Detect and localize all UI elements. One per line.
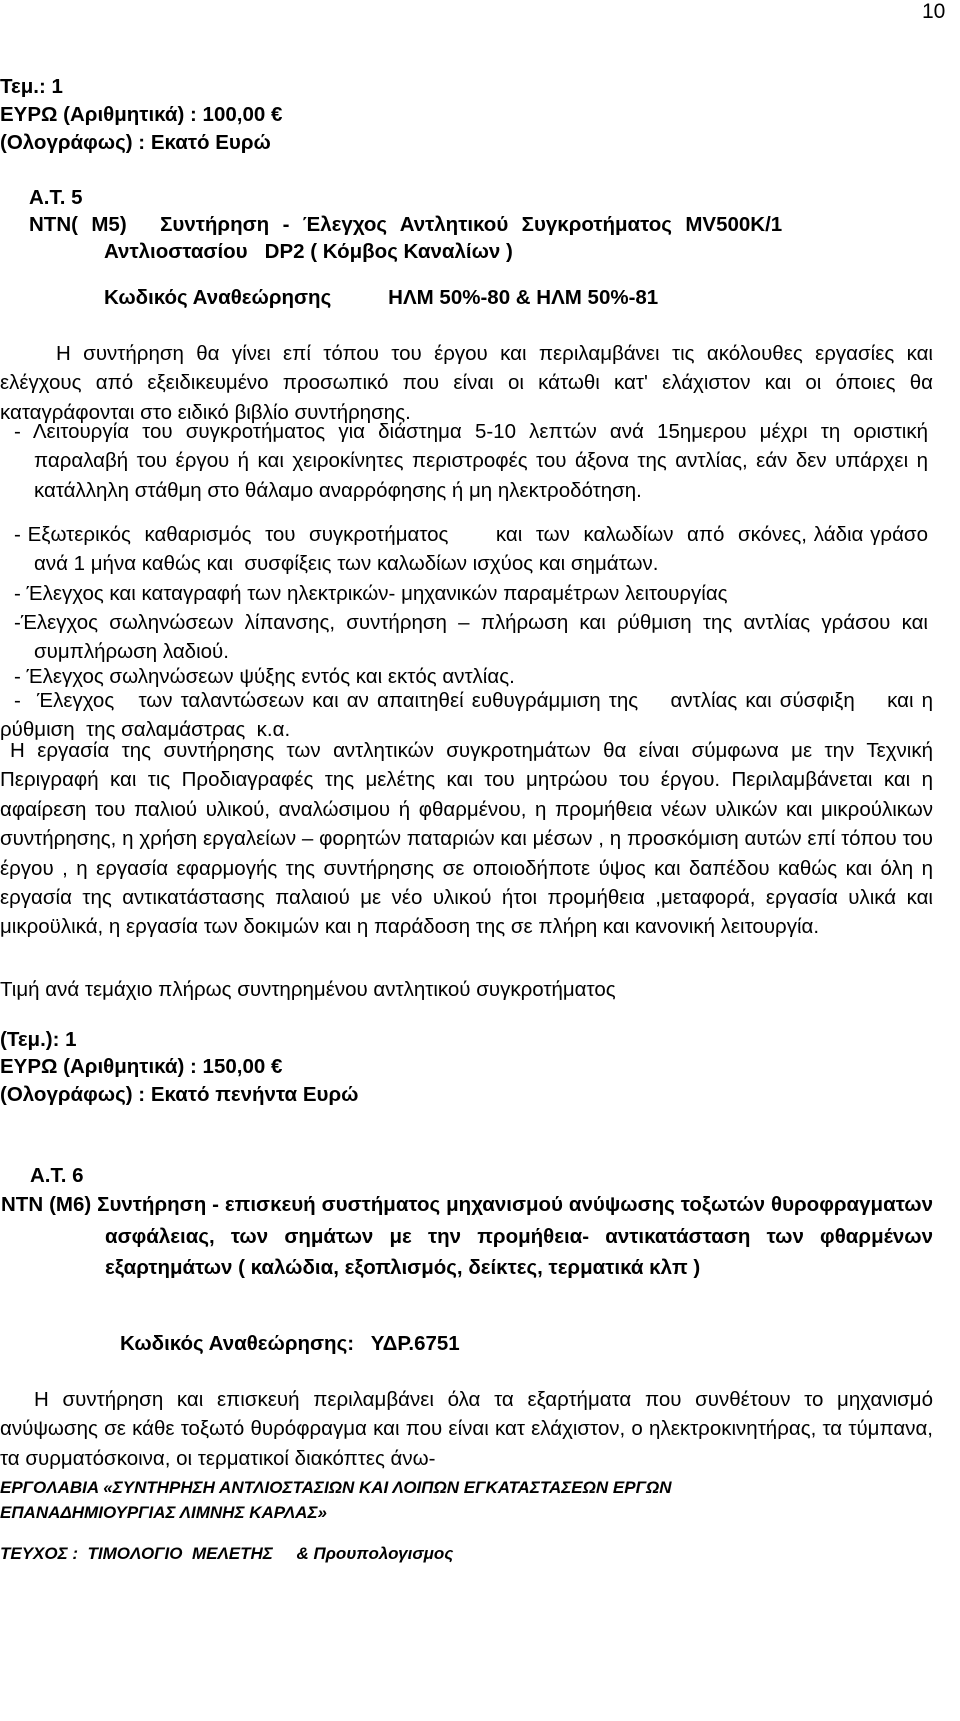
item5-code: Α.Τ. 5 [29,186,83,209]
item5-price-numeric: ΕΥΡΩ (Αριθμητικά) : 150,00 € [0,1055,283,1078]
top-price-words: (Ολογράφως) : Εκατό Ευρώ [0,131,271,154]
item5-unit-price-description: Τιμή ανά τεμάχιο πλήρως συντηρημένου αντλητικού συγκροτήματος [0,978,616,1001]
item6-body-paragraph: Η συντήρηση και επισκευή περιλαμβάνει όλα τα εξαρτήματα που συνθέτουν το μηχανισμό ανύψωσης σε κάθε τοξωτό θυρόφραγμα και που είναι κατ ελάχιστον, ο ηλεκτροκινητήρας, τα τύμπανα, τα συρματόσκοινα, οι τερματικοί διακόπτες άνω- [0,1388,933,1470]
item5-title-line1: ΝΤΝ( Μ5) Συντήρηση - Έλεγχος Αντλητικού Συγκροτήματος MV500K/1 [29,213,783,236]
item5-price-words: (Ολογράφως) : Εκατό πενήντα Ευρώ [0,1083,359,1106]
footer-project-title-line1: ΕΡΓΟΛΑΒΙΑ «ΣΥΝΤΗΡΗΣΗ ΑΝΤΛΙΟΣΤΑΣΙΩΝ ΚΑΙ ΛΟΙΠΩΝ ΕΓΚΑΤΑΣΤΑΣΕΩΝ ΕΡΓΩΝ [0,1478,672,1497]
top-price-unit: Τεμ.: 1 [0,75,63,98]
item5-bullet-cooling: - Έλεγχος σωληνώσεων ψύξης εντός και εκτός αντλίας. [14,665,515,688]
top-price-numeric: ΕΥΡΩ (Αριθμητικά) : 100,00 € [0,103,283,126]
item5-title-line2: Αντλιοστασίου DP2 ( Κόμβος Καναλίων ) [104,240,513,263]
item6-title: ΝΤΝ (Μ6) Συντήρηση - επισκευή συστήματος μηχανισμού ανύψωσης τοξωτών θυροφραγματων ασφάλειας, των σημάτων με την προμήθεια- αντικατάσταση των φθαρμένων εξαρτημάτων ( καλώδια, εξοπλισμός, δείκτες, τερματικά κλπ ) [1,1193,933,1279]
item5-bullet-lubrication: -Έλεγχος σωληνώσεων λίπανσης, συντήρηση – πλήρωση και ρύθμιση της αντλίας γράσου και συμπλήρωση λαδιού. [14,611,928,664]
item5-bullet-parameters: - Έλεγχος και καταγραφή των ηλεκτρικών- μηχανικών παραμέτρων λειτουργίας [14,582,728,605]
item6-code: Α.Τ. 6 [30,1164,84,1187]
item6-revision-code: Κωδικός Αναθεώρησης: ΥΔΡ.6751 [120,1332,460,1355]
item5-body-paragraph: Η εργασία της συντήρησης των αντλητικών συγκροτημάτων θα είναι σύμφωνα με την Τεχνική Περιγραφή και τις Προδιαγραφές της μελέτης και του μητρώου του έργου. Περιλαμβάνεται και η αφαίρεση του παλιού υλικού, αναλώσιμου ή φθαρμένου, η προμήθεια νέων υλικών και μικρούλικων συντήρησης, η χρήση εργαλείων – φορητών παταριών και μέσων , η προσκόμιση αυτών επί τόπου του έργου , η εργασία εφαρμογής της συντήρησης σε οποιοδήποτε ύψος και δαπέδου καθώς και όλη η εργασία της αντικατάστασης παλαιού με νέο υλικού ήτοι προμήθεια ,μεταφορά, εργασία υλικά και μικροϋλικά, η εργασία των δοκιμών και η παράδοση της σε πλήρη και κανονική λειτουργία. [0,739,933,939]
item5-bullet-vibration: - Έλεγχος των ταλαντώσεων και αν απαιτηθεί ευθυγράμμιση της αντλίας και σύσφιξη και η ρύθμιση της σαλαμάστρας κ.α. [0,689,956,742]
footer-document-type: ΤΕΥΧΟΣ : ΤΙΜΟΛΟΓΙΟ ΜΕΛΕΤΗΣ & Προυπολογισμος [0,1544,454,1563]
item5-bullet-operation: - Λειτουργία του συγκροτήματος για διάστημα 5-10 λεπτών ανά 15ημερου μέχρι τη οριστική παραλαβή του έργου ή και χειροκίνητες περιστροφές του άξονα της αντλίας, εάν δεν υπάρχει η κατάλληλη στάθμη στο θάλαμο αναρρόφησης ή μη ηλεκτροδότηση. [14,420,928,502]
footer-project-title-line2: ΕΠΑΝΑΔΗΜΙΟΥΡΓΙΑΣ ΛΙΜΝΗΣ ΚΑΡΛΑΣ» [0,1503,327,1522]
page-number: 10 [922,0,946,23]
item5-bullet-cleaning: - Εξωτερικός καθαρισμός του συγκροτήματος και των καλωδίων από σκόνες, λάδια γράσο ανά 1 μήνα καθώς και συσφίξεις των καλωδίων ισχύος και σημάτων. [14,523,934,576]
item5-revision-code: Κωδικός Αναθεώρησης ΗΛΜ 50%-80 & ΗΛΜ 50%-81 [104,286,659,309]
item5-intro-paragraph: Η συντήρηση θα γίνει επί τόπου του έργου και περιλαμβάνει τις ακόλουθες εργασίες και ελέγχους από εξειδικευμένο προσωπικό που είναι οι κάτωθι κατ' ελάχιστον και οι όποιες θα καταγράφονται στο ειδικό βιβλίο συντήρησης. [0,342,933,424]
item5-price-unit: (Τεμ.): 1 [0,1028,77,1051]
